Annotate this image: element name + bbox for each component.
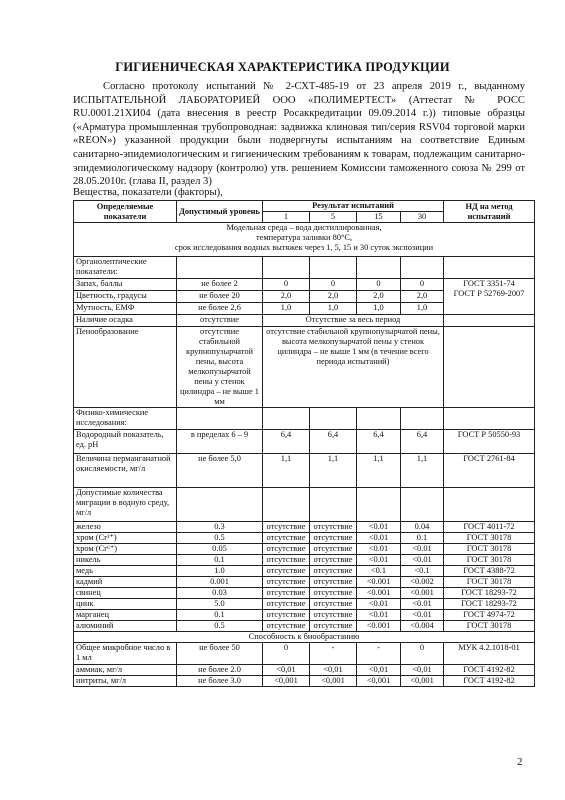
row-result: 6,4 [401,430,444,454]
row-limit: не более 20 [177,291,263,303]
row-method: ГОСТ 3351-74 ГОСТ Р 52769-2007 [444,279,535,315]
row-result: отсутствие [263,621,310,632]
row-result: <0.001 [401,588,444,599]
row-method: ГОСТ 30178 [444,577,535,588]
table-row [74,621,535,632]
row-limit: 1.0 [177,566,263,577]
row-limit: 0.05 [177,544,263,555]
row-name: марганец [74,610,177,621]
row-result: <0.01 [401,555,444,566]
row-method: ГОСТ 2761-84 [444,454,535,488]
row-result: <0.004 [401,621,444,632]
row-result: <0.01 [401,544,444,555]
row-result: <0.01 [357,533,401,544]
row-limit: 0.03 [177,588,263,599]
row-result: <0.002 [401,577,444,588]
row-result: 1,1 [310,454,357,488]
row-result: <0,001 [357,676,401,687]
row-result: <0,001 [401,676,444,687]
row-name: Общее микробное число в 1 мл [74,643,177,665]
row-method: ГОСТ 18293-72 [444,588,535,599]
row-name: Водородный показатель, ед. рН [74,430,177,454]
row-limit: не более 50 [177,643,263,665]
row-method: ГОСТ 4388-72 [444,566,535,577]
row-name: кадмий [74,577,177,588]
row-result: <0,001 [263,676,310,687]
row-result: <0.01 [401,599,444,610]
table-row [74,555,535,566]
row-result: <0,01 [401,665,444,676]
header-day: 15 [357,212,401,223]
row-result: отсутствие [310,555,357,566]
row-result: отсутствие [263,577,310,588]
row-limit: не более 2 [177,279,263,291]
header-indicator: Определяемые показатели [74,201,177,223]
row-method: МУК 4.2.1018-01 [444,643,535,665]
row-result: 2,0 [401,291,444,303]
section-physchem: Физико-химические исследования: [74,408,177,430]
row-result: отсутствие [310,621,357,632]
document-title: ГИГИЕНИЧЕСКАЯ ХАРАКТЕРИСТИКА ПРОДУКЦИИ [115,60,450,74]
intro-paragraph [73,80,525,189]
row-result: 0 [263,279,310,291]
table-row [74,577,535,588]
row-name: Наличие осадка [74,315,177,327]
row-result: 1,0 [401,303,444,315]
row-result: отсутствие [310,610,357,621]
row-result: 0.1 [401,533,444,544]
row-result: <0.001 [357,588,401,599]
row-result: 1,1 [263,454,310,488]
header-method: НД на метод испытаний [444,201,535,223]
row-result: 2,0 [310,291,357,303]
row-limit: не более 2,6 [177,303,263,315]
row-result: отсутствие [310,544,357,555]
row-result: 1,0 [310,303,357,315]
row-result: 1,0 [263,303,310,315]
row-name: медь [74,566,177,577]
row-method: ГОСТ 4974-72 [444,610,535,621]
row-result: 1,1 [357,454,401,488]
row-result: отсутствие [310,566,357,577]
row-result: отсутствие [263,599,310,610]
row-limit: отсутствие стабильной крупнопузырчатой пены, высота мелкопузырчатой пены у стенок цилиндра – не выше 1 мм [177,327,263,408]
row-limit: отсутствие [177,315,263,327]
table-row [74,430,535,454]
row-name: Цветность, градусы [74,291,177,303]
row-name: Запах, баллы [74,279,177,291]
row-name: железо [74,522,177,533]
row-limit: 0.1 [177,610,263,621]
row-limit: в пределах 6 – 9 [177,430,263,454]
table-row [74,610,535,621]
table-row [74,676,535,687]
table-row [74,488,535,522]
section-organoleptic: Органолептические показатели: [74,257,177,279]
row-result: 6,4 [263,430,310,454]
row-result: - [310,643,357,665]
row-result: 1,0 [357,303,401,315]
pre-table-caption: Вещества, показатели (факторы), [73,187,223,198]
row-result: отсутствие [263,566,310,577]
row-result: <0.01 [357,610,401,621]
row-method: ГОСТ 18293-72 [444,599,535,610]
row-result: 6,4 [310,430,357,454]
row-limit: не более 5,0 [177,454,263,488]
row-method: ГОСТ 30178 [444,621,535,632]
row-name: Мутность, ЕМФ [74,303,177,315]
row-result: отсутствие [310,599,357,610]
row-result: отсутствие [263,533,310,544]
table-row [74,599,535,610]
table-row [74,223,535,257]
header-day: 1 [263,212,310,223]
header-results: Результат испытаний [263,201,444,212]
section-migration: Допустимые количества миграции в водную среду, мг/л [74,488,177,522]
row-method: ГОСТ Р 50550-93 [444,430,535,454]
table-row [74,665,535,676]
table-row [74,632,535,643]
row-result: <0,01 [310,665,357,676]
model-env-note: Модельная среда – вода дистиллированная, температура заливки 80°С, срок исследования водных вытяжек через 1, 5, 15 и 30 суток экспозиции [74,223,535,257]
row-result: 2,0 [263,291,310,303]
row-result: 0 [263,643,310,665]
results-table [73,200,535,687]
row-result: <0.001 [357,577,401,588]
row-result: отсутствие [310,522,357,533]
row-result: отсутствие [263,610,310,621]
row-name: Величина перманганатной окисляемости, мг/л [74,454,177,488]
table-row [74,327,535,408]
row-method: ГОСТ 30178 [444,555,535,566]
row-name: свинец [74,588,177,599]
row-result: Отсутствие за весь период [263,315,444,327]
row-name: хром (Cr⁶⁺) [74,544,177,555]
row-result: <0,001 [310,676,357,687]
row-method: ГОСТ 4011-72 [444,522,535,533]
row-name: цинк [74,599,177,610]
row-method: ГОСТ 30178 [444,544,535,555]
table-row [74,279,535,291]
row-limit: 0.1 [177,555,263,566]
row-limit: не более 3.0 [177,676,263,687]
row-limit: 5.0 [177,599,263,610]
table-row [74,643,535,665]
row-name: никель [74,555,177,566]
row-limit: 0.5 [177,621,263,632]
row-limit: 0.001 [177,577,263,588]
row-result: <0.1 [357,566,401,577]
row-result: отсутствие [263,588,310,599]
row-result: отсутствие [310,588,357,599]
row-limit: не более 2.0 [177,665,263,676]
table-row [74,315,535,327]
row-name: нитриты, мг/л [74,676,177,687]
row-result: <0.1 [401,566,444,577]
intro-text: Согласно протоколу испытаний № 2-СХТ-485-19 от 23 апреля 2019 г., выданному ИСПЫТАТЕЛЬНОЙ ЛАБОРАТОРИЕЙ ООО «ПОЛИМЕРТЕСТ» (Аттестат № РОСС RU.0001.21ХИ04 (дата внесения в реестр Росаккредитации 09.09.2014 г.)) типовые образцы («Арматура промышленная трубопроводная: задвижка клиновая тип/серия RSV04 торговой марки «REON») указанной продукции были подвергнуты испытаниям на соответствие Единым санитарно-эпидемиологическим и гигиеническим требованиям к товарам, подлежащим санитарно-эпидемиологическому надзору (контролю) утв. решением Комиссии таможенного союза № 299 от 28.05.2010г. (глава II, раздел 3) [73,81,525,188]
row-method: ГОСТ 4192-82 [444,676,535,687]
table-row [74,544,535,555]
row-result: <0.01 [357,522,401,533]
row-result: <0,01 [263,665,310,676]
row-result: 6,4 [357,430,401,454]
row-result: отсутствие стабильной крупнопузырчатой пены, высота мелкопузырчатой пены у стенок цилиндра – не выше 1 мм (в течение всего периода испытаний) [263,327,444,408]
row-limit: 0.5 [177,533,263,544]
table-row [74,533,535,544]
table-row [74,454,535,488]
row-result: отсутствие [263,555,310,566]
row-result: 0 [310,279,357,291]
row-name: аммиак, мг/л [74,665,177,676]
row-result: отсутствие [310,577,357,588]
table-row [74,408,535,430]
row-result: <0.01 [357,544,401,555]
row-result: отсутствие [263,522,310,533]
row-result: <0.01 [357,599,401,610]
header-day: 30 [401,212,444,223]
section-biodegradation: Способность к биообрастанию [74,632,535,643]
row-result: 1,1 [401,454,444,488]
row-result: 0.04 [401,522,444,533]
row-result: <0.001 [357,621,401,632]
row-result: <0.01 [357,555,401,566]
row-name: алюминий [74,621,177,632]
table-row [74,566,535,577]
row-result: отсутствие [310,533,357,544]
table-row [74,588,535,599]
header-day: 5 [310,212,357,223]
row-result: отсутствие [263,544,310,555]
table-row [74,522,535,533]
row-result: 0 [357,279,401,291]
table-row [74,257,535,279]
header-permissible: Допустимый уровень [177,201,263,223]
row-result: <0,01 [357,665,401,676]
row-result: 2,0 [357,291,401,303]
row-limit: 0.3 [177,522,263,533]
row-method: ГОСТ 4192-82 [444,665,535,676]
page-number: 2 [517,756,523,768]
row-name: Пенообразование [74,327,177,408]
row-method: ГОСТ 30178 [444,533,535,544]
row-result: <0.01 [401,610,444,621]
row-result: 0 [401,643,444,665]
row-result: - [357,643,401,665]
row-name: хром (Cr³⁺) [74,533,177,544]
row-result: 0 [401,279,444,291]
